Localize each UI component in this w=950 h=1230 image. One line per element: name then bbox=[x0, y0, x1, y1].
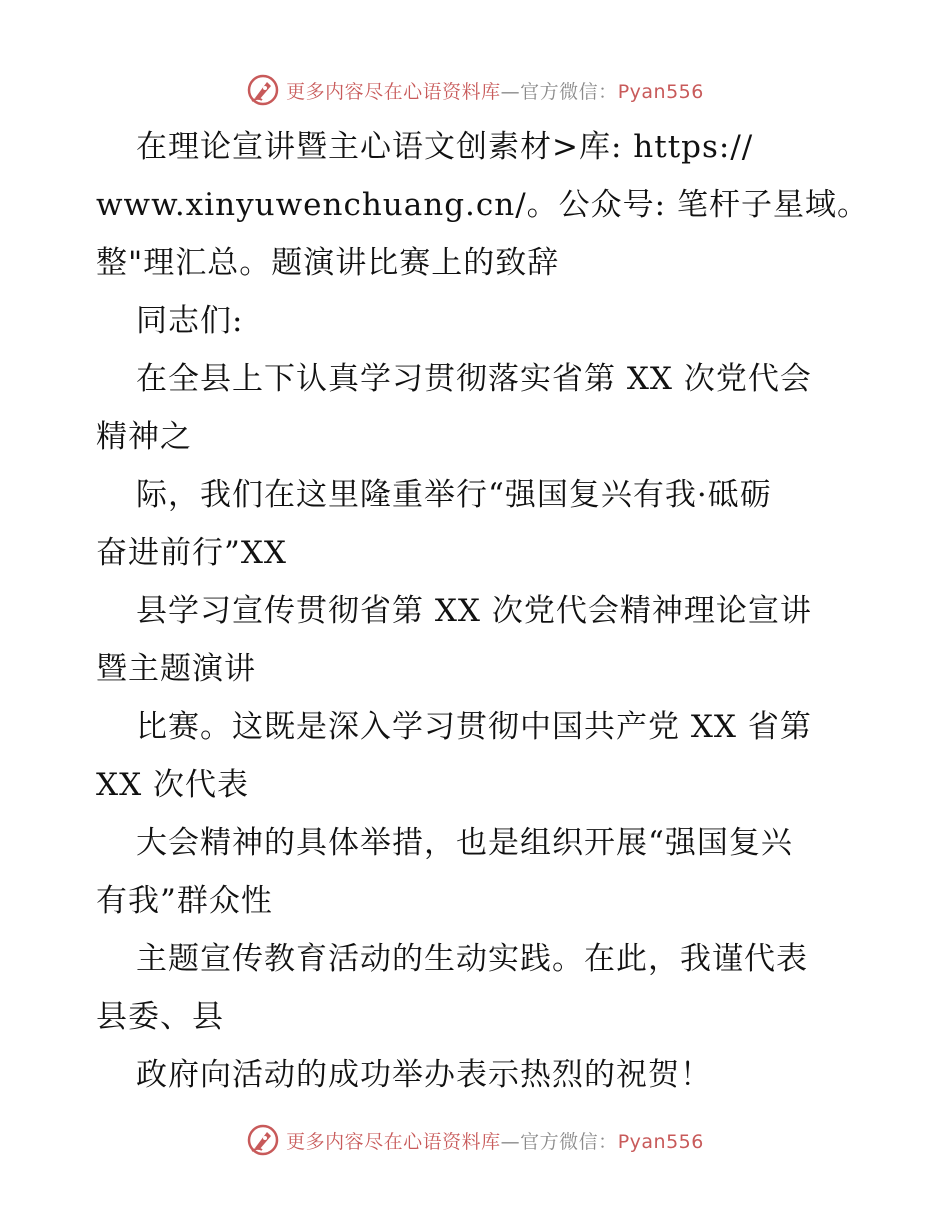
text-line: 县委、县 bbox=[96, 999, 224, 1035]
banner-text bbox=[286, 77, 704, 104]
banner-wechat-id: Pyan556 bbox=[617, 1130, 704, 1153]
document-body bbox=[96, 118, 869, 1104]
text-line: 比赛。这既是深入学习贯彻中国共产党 XX 省第 bbox=[136, 709, 812, 745]
text-line: 暨主题演讲 bbox=[96, 651, 256, 687]
pen-nib-circle-icon bbox=[246, 73, 280, 107]
text-line: 政府向活动的成功举办表示热烈的祝贺！ bbox=[136, 1057, 712, 1093]
banner-separator: —官方微信： bbox=[500, 80, 618, 103]
banner-wechat-id: Pyan556 bbox=[617, 80, 704, 103]
footer-watermark-banner bbox=[0, 1118, 950, 1162]
salutation: 同志们: bbox=[136, 303, 244, 339]
text-line: 奋进前行”XX bbox=[96, 535, 287, 571]
pen-nib-circle-icon bbox=[246, 1123, 280, 1157]
banner-site-name: 更多内容尽在心语资料库 bbox=[286, 80, 501, 103]
text-line: 精神之 bbox=[96, 419, 192, 455]
text-line: 主题宣传教育活动的生动实践。在此，我谨代表 bbox=[136, 941, 808, 977]
text-line: 整"理汇总。题演讲比赛上的致辞 bbox=[96, 245, 560, 281]
banner-site-name: 更多内容尽在心语资料库 bbox=[286, 1130, 501, 1153]
text-line: 在理论宣讲暨主心语文创素材>库: https:// bbox=[136, 129, 754, 165]
banner-text bbox=[286, 1127, 704, 1154]
header-watermark-banner bbox=[0, 68, 950, 112]
text-line: XX 次代表 bbox=[96, 767, 249, 803]
text-line: 有我”群众性 bbox=[96, 883, 273, 919]
text-line: www.xinyuwenchuang.cn/。公众号: 笔杆子星域。 bbox=[96, 187, 869, 223]
text-line: 大会精神的具体举措，也是组织开展“强国复兴 bbox=[136, 825, 793, 861]
banner-separator: —官方微信： bbox=[500, 1130, 618, 1153]
text-line: 县学习宣传贯彻省第 XX 次党代会精神理论宣讲 bbox=[136, 593, 812, 629]
text-line: 际，我们在这里隆重举行“强国复兴有我·砥砺 bbox=[136, 477, 772, 513]
text-line: 在全县上下认真学习贯彻落实省第 XX 次党代会 bbox=[136, 361, 812, 397]
